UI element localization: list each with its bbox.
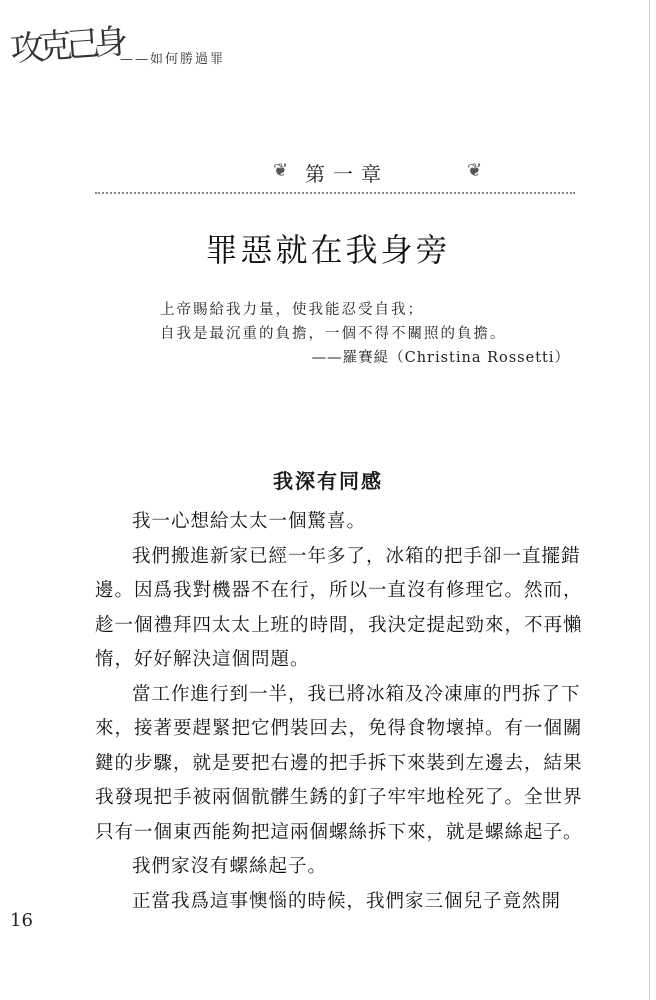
chapter-title: 罪惡就在我身旁 [205,231,451,269]
paragraph: 當工作進行到一半，我已將冰箱及冷凍庫的門拆了下來，接著要趕緊把它們裝回去，免得食物壞掉。有一個關鍵的步驟，就是要把右邊的把手拆下來裝到左邊去，結果我發現把手被兩個骯髒生銹的釘子牢牢地栓死了。全世界只有一個東西能夠把這兩個螺絲拆下來，就是螺絲起子。 [95,683,583,843]
epigraph-attribution: ——羅賽緹（Christina Rossetti） [311,350,570,366]
epigraph-line: 自我是最沉重的負擔，一個不得不關照的負擔。 [160,326,507,342]
section-title: 我深有同感 [273,469,383,493]
paragraph: 我們家沒有螺絲起子。 [132,856,328,877]
page-number: 16 [10,910,33,931]
body-text [95,505,583,919]
epigraph-line: 上帝賜給我力量，使我能忍受自我； [160,302,424,318]
chapter-heading [95,150,575,200]
paragraph: 我一心想給太太一個驚喜。 [132,511,367,532]
ornament-right-icon: ❦ [467,160,483,181]
ornament-left-icon: ❦ [273,160,289,181]
chapter-label: 第一章 [305,162,389,186]
paragraph: 正當我爲這事懊惱的時候，我們家三個兒子竟然開 [132,890,562,912]
running-header [10,18,260,78]
dotted-divider [95,192,575,194]
book-subtitle: ——如何勝過罪 [120,52,226,67]
book-title-logo: 攻克己身 [8,22,124,70]
paragraph: 我們搬進新家已經一年多了，冰箱的把手卻一直擺錯邊。因爲我對機器不在行，所以一直沒有修理它。然而，趁一個禮拜四太太上班的時間，我決定提起勁來，不再懶惰，好好解決這個問題。 [95,545,583,670]
page-edge [649,0,650,1000]
epigraph [160,298,600,370]
